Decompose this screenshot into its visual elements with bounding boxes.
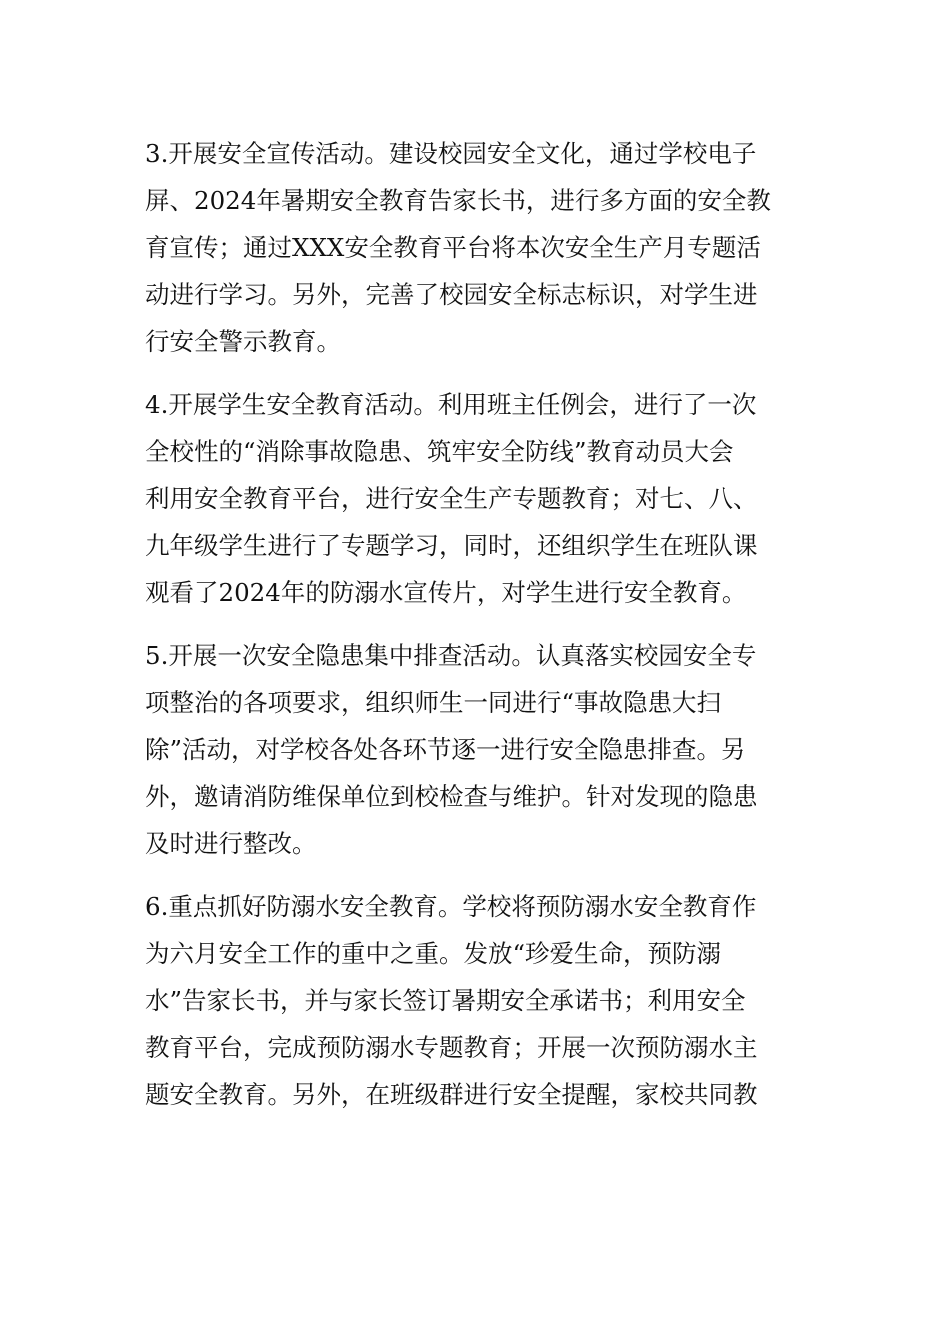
paragraph-6-drowning-prevention: 6.重点抓好防溺水安全教育。学校将预防溺水安全教育作 为六月安全工作的重中之重。发放“珍爱生命，预防溺 水”告家长书，并与家长签订暑期安全承诺书；利用安全 教育平台，完成预防溺水专题教育；开展一次预防溺水主 题安全教育。另外，在班级群进行安全提醒，家校共同教 (145, 892, 758, 1109)
paragraph-3-safety-publicity: 3.开展安全宣传活动。建设校园安全文化，通过学校电子 屏、2024年暑期安全教育告家长书，进行多方面的安全教 育宣传；通过XXX安全教育平台将本次安全生产月专题活 动进行学习。另外，完善了校园安全标志标识，对学生进 行安全警示教育。 (145, 139, 771, 356)
paragraph-5-hazard-inspection: 5.开展一次安全隐患集中排查活动。认真落实校园安全专 项整治的各项要求，组织师生一同进行“事故隐患大扫 除”活动，对学校各处各环节逐一进行安全隐患排查。另 外，邀请消防维保单位到校检查与维护。针对发现的隐患 及时进行整改。 (145, 641, 758, 858)
document-body (145, 130, 810, 1134)
paragraph-4-student-safety-education: 4.开展学生安全教育活动。利用班主任例会，进行了一次 全校性的“消除事故隐患、筑牢安全防线”教育动员大会 利用安全教育平台，进行安全生产专题教育；对七、八、 九年级学生进行了专题学习，同时，还组织学生在班队课 观看了2024年的防溺水宣传片，对学生进行安全教育。 (145, 390, 758, 607)
